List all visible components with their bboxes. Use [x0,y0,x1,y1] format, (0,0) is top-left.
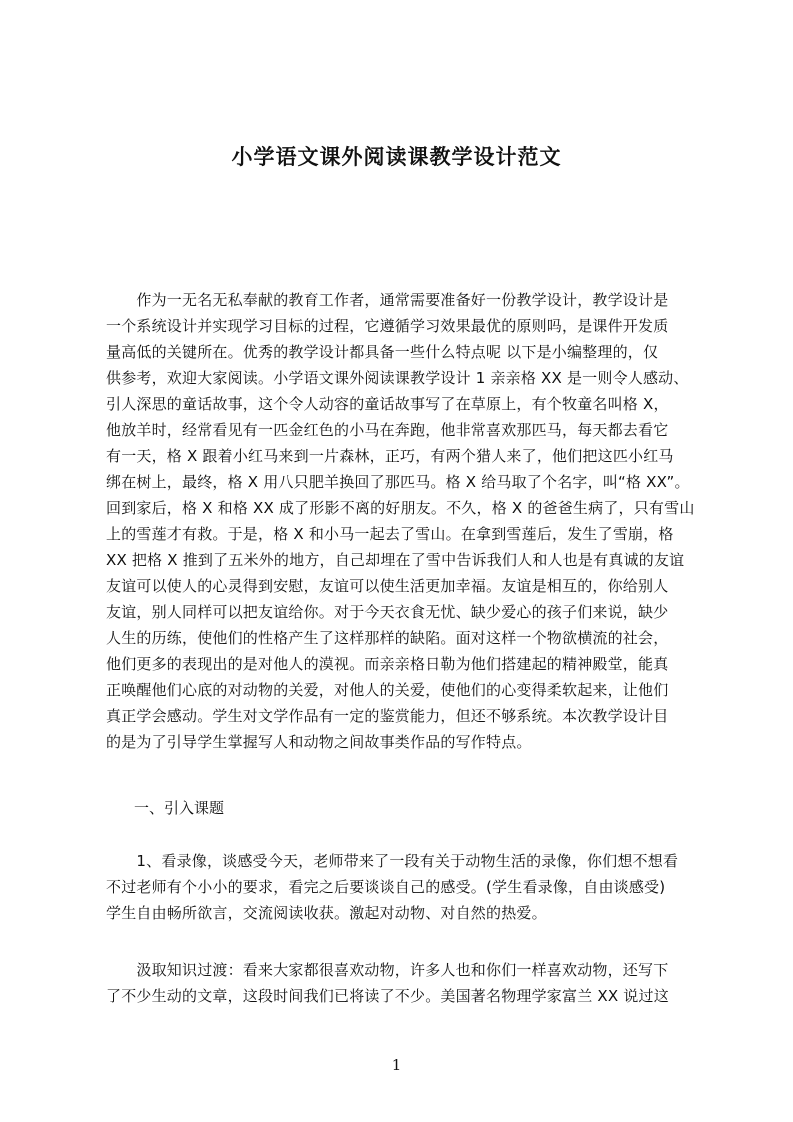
paragraph-line: 友谊，别人同样可以把友谊给你。对于今天衣食无忧、缺少爱心的孩子们来说，缺少 [106,603,669,621]
paragraph-line: 上的雪莲才有救。于是，格 X 和小马一起去了雪山。在拿到雪莲后，发生了雪崩，格 [106,525,674,543]
paragraph-line: 人生的历练，使他们的性格产生了这样那样的缺陷。面对这样一个物欲横流的社会， [106,629,669,647]
paragraph-line: 不过老师有个小小的要求，看完之后要谈谈自己的感受。(学生看录像，自由谈感受) [106,878,666,896]
paragraph-line: 学生自由畅所欲言，交流阅读收获。激起对动物、对自然的热爱。 [106,904,547,922]
paragraph-line: 正唤醒他们心底的对动物的关爱，对他人的关爱，使他们的心变得柔软起来，让他们 [106,681,669,699]
paragraph-line: 绑在树上，最终，格 X 用八只肥羊换回了那匹马。格 X 给马取了个名字，叫“格 XX”。 [106,473,690,491]
paragraph-line: 作为一无名无私奉献的教育工作者，通常需要准备好一份教学设计，教学设计是 [106,291,669,309]
intro-paragraph [106,287,699,755]
paragraph-line: 他们更多的表现出的是对他人的漠视。而亲亲格日勒为他们搭建起的精神殿堂，能真 [106,655,669,673]
transition-paragraph [106,957,699,1009]
page-number: 1 [391,1056,402,1074]
section-heading: 一、引入课题 [134,799,225,817]
paragraph-line: XX 把格 X 推到了五米外的地方，自己却埋在了雪中告诉我们人和人也是有真诚的友谊 [106,551,685,569]
paragraph-line: 他放羊时，经常看见有一匹金红色的小马在奔跑，他非常喜欢那匹马，每天都去看它 [106,421,669,439]
paragraph-line: 1、看录像，谈感受今天，老师带来了一段有关于动物生活的录像，你们想不想看 [106,852,679,870]
paragraph-line: 供参考，欢迎大家阅读。小学语文课外阅读课教学设计 1 亲亲格 XX 是一则令人感动、 [106,369,689,387]
paragraph-line: 友谊可以使人的心灵得到安慰，友谊可以使生活更加幸福。友谊是相互的，你给别人 [106,577,669,595]
paragraph-line: 的是为了引导学生掌握写人和动物之间故事类作品的写作特点。 [106,733,532,751]
paragraph-line: 了不少生动的文章，这段时间我们已将读了不少。美国著名物理学家富兰 XX 说过这 [106,987,669,1005]
paragraph-line: 回到家后，格 X 和格 XX 成了形影不离的好朋友。不久，格 X 的爸爸生病了，只有雪山 [106,499,695,517]
document-title: 小学语文课外阅读课教学设计范文 [231,145,562,169]
step1-paragraph [106,848,699,926]
paragraph-line: 真正学会感动。学生对文学作品有一定的鉴赏能力，但还不够系统。本次教学设计目 [106,707,669,725]
paragraph-line: 引人深思的童话故事，这个令人动容的童话故事写了在草原上，有个牧童名叫格 X， [106,395,669,413]
paragraph-line: 汲取知识过渡：看来大家都很喜欢动物，许多人也和你们一样喜欢动物，还写下 [106,961,669,979]
paragraph-line: 有一天，格 X 跟着小红马来到一片森林，正巧，有两个猎人来了，他们把这匹小红马 [106,447,674,465]
paragraph-line: 量高低的关键所在。优秀的教学设计都具备一些什么特点呢 以下是小编整理的，仅 [106,343,659,361]
paragraph-line: 一个系统设计并实现学习目标的过程，它遵循学习效果最优的原则吗，是课件开发质 [106,317,669,335]
